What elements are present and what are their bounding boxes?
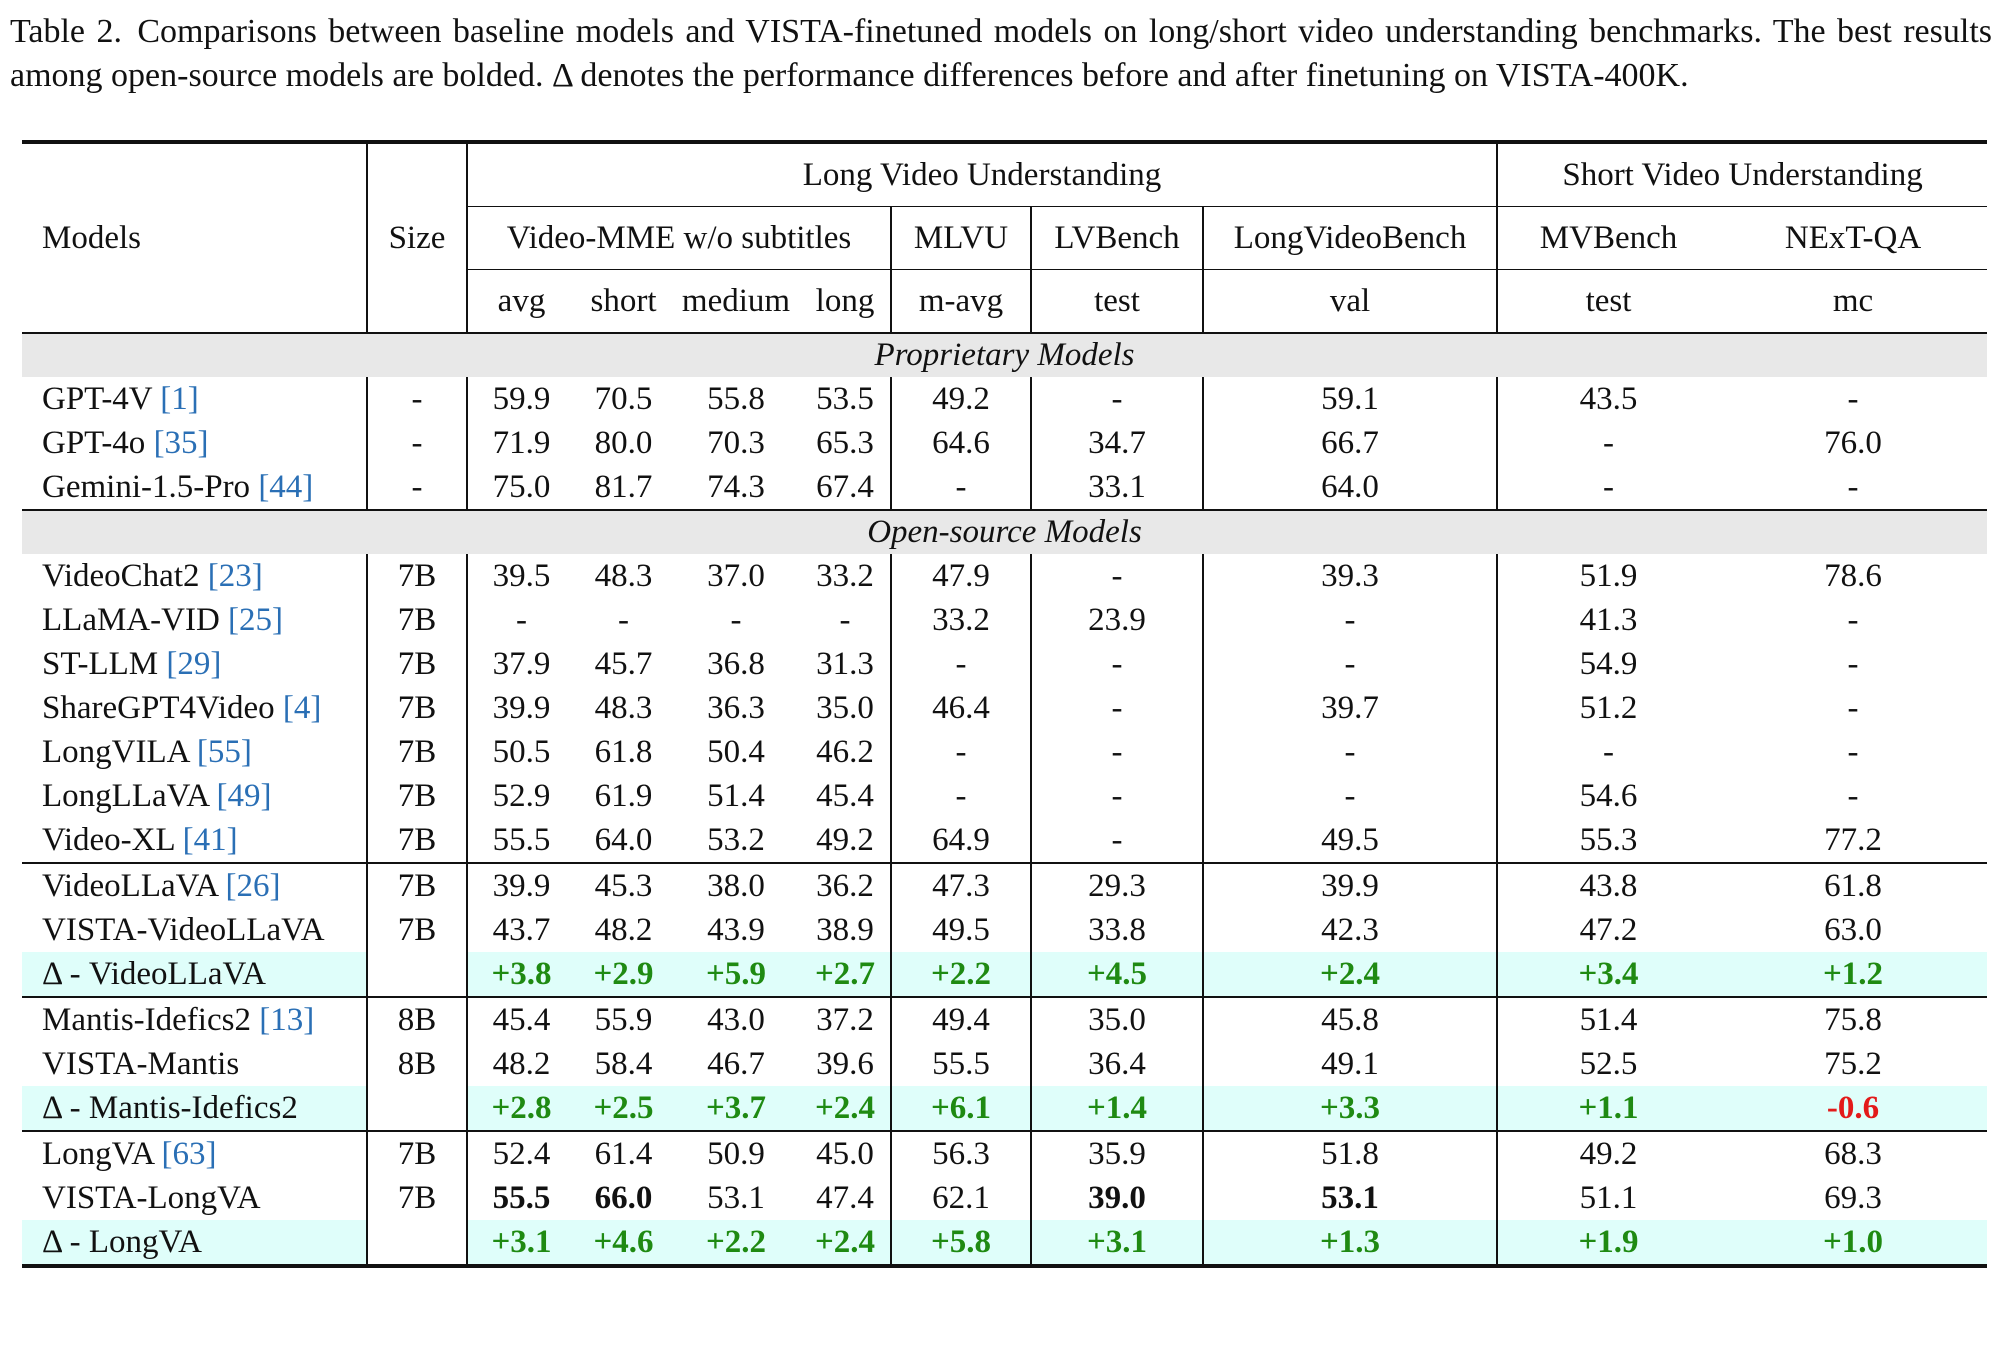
score-cell: - xyxy=(1497,465,1719,510)
table-caption xyxy=(10,10,1992,98)
score-cell: 39.0 xyxy=(1031,1176,1203,1220)
score-cell: 48.3 xyxy=(594,557,653,594)
score-cell: +5.8 xyxy=(891,1220,1031,1266)
score-cell: 39.3 xyxy=(1203,554,1497,598)
score-cell: 49.5 xyxy=(891,908,1031,952)
score-cell: +2.4 xyxy=(800,1220,891,1266)
score-cell: 36.3 xyxy=(707,689,765,726)
citation-link[interactable]: [35] xyxy=(153,424,209,461)
score-cell: 63.0 xyxy=(1824,911,1882,948)
score-cell: +1.3 xyxy=(1203,1220,1497,1266)
score-cell: - xyxy=(891,730,1031,774)
table-row xyxy=(22,952,1987,997)
score-cell: 43.8 xyxy=(1497,863,1719,908)
score-cell: +3.1 xyxy=(1031,1220,1203,1266)
caption-label: Table 2. xyxy=(10,13,122,50)
metric-avg: avg xyxy=(467,270,575,334)
score-cell: 43.7 xyxy=(467,908,575,952)
score-cell: - xyxy=(891,774,1031,818)
model-name-cell xyxy=(22,598,367,642)
model-size: 7B xyxy=(367,598,467,642)
table-row xyxy=(22,598,1987,642)
score-cell: - xyxy=(1203,598,1497,642)
model-name-cell xyxy=(22,1220,367,1266)
score-cell: 51.1 xyxy=(1497,1176,1719,1220)
score-cell: 53.1 xyxy=(1203,1176,1497,1220)
table-row xyxy=(22,465,1987,510)
score-cell: 59.9 xyxy=(467,377,575,421)
table-row xyxy=(22,818,1987,863)
table-row xyxy=(22,1086,1987,1131)
table-row xyxy=(22,1042,1987,1086)
model-name: VideoLLaVA xyxy=(42,867,226,904)
score-cell: +4.6 xyxy=(575,1220,672,1266)
model-name: GPT-4V xyxy=(42,380,161,417)
score-cell: 45.0 xyxy=(800,1131,891,1176)
score-cell: 61.8 xyxy=(1719,863,1987,908)
score-cell: 75.8 xyxy=(1719,997,1987,1042)
score-cell: +2.7 xyxy=(800,952,891,997)
mvbench-header: MVBench xyxy=(1497,207,1719,270)
score-cell: 68.3 xyxy=(1719,1131,1987,1176)
score-cell: - xyxy=(618,601,629,638)
longva-group-body xyxy=(22,1131,1987,1266)
score-cell: 78.6 xyxy=(1824,557,1882,594)
citation-link[interactable]: [44] xyxy=(258,468,314,505)
score-cell: - xyxy=(1031,686,1203,730)
citation-link[interactable]: [13] xyxy=(259,1001,315,1038)
table-row xyxy=(22,997,1987,1042)
videollava-group-body xyxy=(22,863,1987,997)
score-cell: 54.9 xyxy=(1497,642,1719,686)
score-cell: +2.8 xyxy=(467,1086,575,1131)
score-cell: 56.3 xyxy=(891,1131,1031,1176)
model-size: 8B xyxy=(367,1042,467,1086)
metric-lvbench-test: test xyxy=(1031,270,1203,334)
model-name-cell xyxy=(22,863,367,908)
score-cell: 39.7 xyxy=(1203,686,1497,730)
score-cell: +3.7 xyxy=(672,1086,800,1131)
model-name: Video-XL xyxy=(42,821,183,858)
score-cell: 65.3 xyxy=(816,424,874,461)
score-cell: 55.5 xyxy=(891,1042,1031,1086)
citation-link[interactable]: [49] xyxy=(216,777,272,814)
metric-mvbench-test: test xyxy=(1497,270,1719,334)
score-cell: 71.9 xyxy=(467,421,575,465)
nextqa-header: NExT-QA xyxy=(1719,207,1987,270)
score-cell: 39.9 xyxy=(467,863,575,908)
score-cell: 54.6 xyxy=(1497,774,1719,818)
citation-link[interactable]: [41] xyxy=(182,821,238,858)
score-cell: 41.3 xyxy=(1497,598,1719,642)
metric-mc: mc xyxy=(1832,282,1874,319)
score-cell: 45.3 xyxy=(575,863,672,908)
model-size: 7B xyxy=(367,642,467,686)
model-name: ShareGPT4Video xyxy=(42,689,283,726)
score-cell: 81.7 xyxy=(594,468,653,505)
long-video-group-header: Long Video Understanding xyxy=(467,142,1497,207)
score-cell: +3.3 xyxy=(1203,1086,1497,1131)
model-name-cell xyxy=(22,774,367,818)
model-name: Gemini-1.5-Pro xyxy=(42,468,259,505)
model-size: 7B xyxy=(367,730,467,774)
score-cell: 77.2 xyxy=(1824,821,1882,858)
model-name-cell xyxy=(22,730,367,774)
score-cell: - xyxy=(1497,421,1719,465)
section-opensource-label: Open-source Models xyxy=(22,510,1987,554)
model-name: Δ - VideoLLaVA xyxy=(42,955,266,992)
score-cell: 43.9 xyxy=(707,911,765,948)
score-cell: +1.4 xyxy=(1031,1086,1203,1131)
score-cell: - xyxy=(1497,730,1719,774)
score-cell: 66.7 xyxy=(1203,421,1497,465)
model-size xyxy=(367,1220,467,1266)
score-cell: 48.2 xyxy=(467,1042,575,1086)
score-cell: 34.7 xyxy=(1031,421,1203,465)
table-row xyxy=(22,421,1987,465)
model-name-cell xyxy=(22,421,367,465)
score-cell: 52.4 xyxy=(467,1131,575,1176)
score-cell: 55.9 xyxy=(575,997,672,1042)
score-cell: +3.1 xyxy=(467,1220,575,1266)
section-row-opensource xyxy=(22,510,1987,554)
score-cell: 61.9 xyxy=(594,777,653,814)
score-cell: 55.5 xyxy=(467,818,575,863)
model-name-cell xyxy=(22,997,367,1042)
longvideobench-header: LongVideoBench xyxy=(1203,207,1497,270)
model-name: ST-LLM xyxy=(42,645,167,682)
model-name: LongLLaVA xyxy=(42,777,217,814)
metric-medium: medium xyxy=(681,282,791,319)
model-name-cell xyxy=(22,1042,367,1086)
model-name: Δ - LongVA xyxy=(42,1223,202,1260)
table-row xyxy=(22,730,1987,774)
table-row xyxy=(22,686,1987,730)
lvbench-header: LVBench xyxy=(1031,207,1203,270)
score-cell: +3.4 xyxy=(1497,952,1719,997)
score-cell: - xyxy=(1203,642,1497,686)
results-table-wrapper xyxy=(22,140,1987,1268)
model-name: VISTA-LongVA xyxy=(42,1179,261,1216)
score-cell: - xyxy=(1847,601,1859,638)
score-cell: 45.7 xyxy=(594,645,653,682)
model-name: GPT-4o xyxy=(42,424,154,461)
score-cell: +2.2 xyxy=(891,952,1031,997)
score-cell: 38.0 xyxy=(672,863,800,908)
score-cell: 33.2 xyxy=(816,557,874,594)
model-name-cell xyxy=(22,1131,367,1176)
score-cell: +1.2 xyxy=(1719,952,1987,997)
model-name: LongVA xyxy=(42,1135,162,1172)
model-name-cell xyxy=(22,686,367,730)
model-name-cell xyxy=(22,554,367,598)
score-cell: 33.2 xyxy=(891,598,1031,642)
score-cell: 48.3 xyxy=(594,689,653,726)
score-cell: 66.0 xyxy=(594,1179,653,1216)
metric-long: long xyxy=(815,282,875,319)
score-cell: 46.2 xyxy=(816,733,874,770)
table-row xyxy=(22,774,1987,818)
size-header: Size xyxy=(367,142,467,333)
table-row xyxy=(22,1220,1987,1266)
model-size: 7B xyxy=(367,863,467,908)
score-cell: +2.9 xyxy=(575,952,672,997)
score-cell: 36.4 xyxy=(1031,1042,1203,1086)
score-cell: - xyxy=(1847,777,1859,814)
score-cell: 53.2 xyxy=(707,821,765,858)
score-cell: +6.1 xyxy=(891,1086,1031,1131)
score-cell: 55.8 xyxy=(707,380,765,417)
citation-link[interactable]: [4] xyxy=(282,689,322,726)
score-cell: 45.8 xyxy=(1203,997,1497,1042)
score-cell: +2.2 xyxy=(672,1220,800,1266)
score-cell: 67.4 xyxy=(816,468,874,505)
score-cell: +3.8 xyxy=(467,952,575,997)
score-cell: - xyxy=(1847,645,1859,682)
score-cell: 64.0 xyxy=(594,821,653,858)
model-name-cell xyxy=(22,642,367,686)
table-row xyxy=(22,1131,1987,1176)
score-cell: 43.5 xyxy=(1497,377,1719,421)
score-cell: +4.5 xyxy=(1031,952,1203,997)
score-cell: 61.8 xyxy=(594,733,653,770)
score-cell: 70.3 xyxy=(707,424,765,461)
short-video-group-header: Short Video Understanding xyxy=(1497,142,1987,207)
model-name: VideoChat2 xyxy=(42,557,208,594)
score-cell: 42.3 xyxy=(1203,908,1497,952)
mantis-group-body xyxy=(22,997,1987,1131)
score-cell: 37.0 xyxy=(707,557,765,594)
score-cell: 49.2 xyxy=(816,821,874,858)
score-cell: +1.9 xyxy=(1497,1220,1719,1266)
score-cell: 69.3 xyxy=(1824,1179,1882,1216)
score-cell: 51.9 xyxy=(1497,554,1719,598)
score-cell: 36.2 xyxy=(800,863,891,908)
score-cell: +2.4 xyxy=(1203,952,1497,997)
model-size xyxy=(367,952,467,997)
score-cell: 47.4 xyxy=(816,1179,874,1216)
proprietary-body xyxy=(22,377,1987,510)
model-size: - xyxy=(367,465,467,510)
score-cell: 55.5 xyxy=(467,1176,575,1220)
citation-link[interactable]: [1] xyxy=(160,380,199,417)
score-cell: - xyxy=(1847,733,1859,770)
citation-link[interactable]: [26] xyxy=(225,867,281,904)
citation-link[interactable]: [63] xyxy=(161,1135,217,1172)
score-cell: 23.9 xyxy=(1031,598,1203,642)
score-cell: 58.4 xyxy=(594,1045,653,1082)
score-cell: 51.4 xyxy=(1497,997,1719,1042)
model-name-cell xyxy=(22,465,367,510)
score-cell: 46.7 xyxy=(707,1045,765,1082)
score-cell: - xyxy=(1203,730,1497,774)
score-cell: 49.2 xyxy=(1497,1131,1719,1176)
score-cell: - xyxy=(730,601,742,638)
score-cell: 53.1 xyxy=(707,1179,765,1216)
score-cell: 45.4 xyxy=(467,997,575,1042)
score-cell: - xyxy=(1847,468,1859,505)
metric-mavg: m-avg xyxy=(891,270,1031,334)
model-name: LLaMA-VID xyxy=(42,601,229,638)
model-name-cell xyxy=(22,952,367,997)
model-name-cell xyxy=(22,1086,367,1131)
score-cell: 39.9 xyxy=(1203,863,1497,908)
table-row xyxy=(22,642,1987,686)
table-row xyxy=(22,554,1987,598)
score-cell: 49.5 xyxy=(1203,818,1497,863)
model-size: 7B xyxy=(367,1176,467,1220)
score-cell: 46.4 xyxy=(891,686,1031,730)
score-cell: 51.2 xyxy=(1497,686,1719,730)
score-cell: +2.4 xyxy=(800,1086,891,1131)
score-cell: - xyxy=(1847,689,1859,726)
score-cell: 55.3 xyxy=(1497,818,1719,863)
score-cell: 37.2 xyxy=(800,997,891,1042)
opensource-body xyxy=(22,554,1987,863)
score-cell: 38.9 xyxy=(816,911,874,948)
metric-short: short xyxy=(590,282,657,319)
model-size: 7B xyxy=(367,1131,467,1176)
score-cell: 49.4 xyxy=(891,997,1031,1042)
model-size xyxy=(367,1086,467,1131)
model-name: LongVILA xyxy=(42,733,197,770)
header-row-1 xyxy=(22,142,1987,207)
citation-link[interactable]: [23] xyxy=(207,557,263,594)
score-cell: - xyxy=(1847,380,1859,417)
model-size: 7B xyxy=(367,774,467,818)
score-cell: +2.5 xyxy=(575,1086,672,1131)
score-cell: 50.4 xyxy=(707,733,765,770)
score-cell: 49.2 xyxy=(891,377,1031,421)
score-cell: - xyxy=(891,465,1031,510)
score-cell: - xyxy=(1031,818,1203,863)
score-cell: - xyxy=(839,601,851,638)
score-cell: - xyxy=(1031,730,1203,774)
caption-text: Comparisons between baseline models and VISTA-finetuned models on long/short video understanding benchmarks. The best results among open-source models are bolded. Δ denotes the performance differences before and after finetuning on VISTA-400K. xyxy=(10,13,1992,94)
score-cell: 75.2 xyxy=(1824,1045,1882,1082)
score-cell: - xyxy=(1203,774,1497,818)
score-cell: 47.9 xyxy=(891,554,1031,598)
score-cell: 76.0 xyxy=(1824,424,1882,461)
score-cell: - xyxy=(1031,377,1203,421)
model-size: - xyxy=(367,421,467,465)
section-proprietary-label: Proprietary Models xyxy=(22,333,1987,377)
score-cell: - xyxy=(1031,774,1203,818)
videomme-header: Video-MME w/o subtitles xyxy=(467,207,891,270)
citation-link[interactable]: [29] xyxy=(166,645,222,682)
score-cell: 31.3 xyxy=(816,645,874,682)
score-cell: 51.8 xyxy=(1203,1131,1497,1176)
model-name-cell xyxy=(22,1176,367,1220)
score-cell: 51.4 xyxy=(707,777,765,814)
score-cell: 70.5 xyxy=(594,380,653,417)
citation-link[interactable]: [25] xyxy=(228,601,284,638)
model-size: 7B xyxy=(367,818,467,863)
score-cell: 53.5 xyxy=(816,380,874,417)
score-cell: 37.9 xyxy=(467,642,575,686)
models-header: Models xyxy=(22,142,367,333)
table-row xyxy=(22,908,1987,952)
model-name-cell xyxy=(22,908,367,952)
score-cell: 39.6 xyxy=(816,1045,874,1082)
score-cell: 33.1 xyxy=(1031,465,1203,510)
score-cell: 45.4 xyxy=(816,777,874,814)
table-row xyxy=(22,377,1987,421)
score-cell: 33.8 xyxy=(1031,908,1203,952)
score-cell: 35.0 xyxy=(1031,997,1203,1042)
metric-val: val xyxy=(1203,270,1497,334)
score-cell: 52.5 xyxy=(1497,1042,1719,1086)
score-cell: 75.0 xyxy=(467,465,575,510)
section-row-proprietary xyxy=(22,333,1987,377)
results-table xyxy=(22,140,1987,1268)
model-size: 7B xyxy=(367,554,467,598)
score-cell: 59.1 xyxy=(1203,377,1497,421)
score-cell: 47.2 xyxy=(1497,908,1719,952)
model-size: - xyxy=(367,377,467,421)
mlvu-header: MLVU xyxy=(891,207,1031,270)
model-name-cell xyxy=(22,818,367,863)
model-size: 7B xyxy=(367,908,467,952)
score-cell: +5.9 xyxy=(672,952,800,997)
score-cell: 64.9 xyxy=(891,818,1031,863)
score-cell: - xyxy=(891,642,1031,686)
score-cell: - xyxy=(1031,642,1203,686)
score-cell: 64.0 xyxy=(1203,465,1497,510)
score-cell: 35.0 xyxy=(816,689,874,726)
model-size: 7B xyxy=(367,686,467,730)
score-cell: 36.8 xyxy=(707,645,765,682)
model-size: 8B xyxy=(367,997,467,1042)
score-cell: - xyxy=(1031,554,1203,598)
score-cell: 47.3 xyxy=(891,863,1031,908)
score-cell: - xyxy=(467,598,575,642)
score-cell: 64.6 xyxy=(891,421,1031,465)
model-name-cell xyxy=(22,377,367,421)
score-cell: 80.0 xyxy=(594,424,653,461)
score-cell: 39.9 xyxy=(467,686,575,730)
model-name: Mantis-Idefics2 xyxy=(42,1001,260,1038)
table-row xyxy=(22,1176,1987,1220)
score-cell: 43.0 xyxy=(672,997,800,1042)
score-cell: 35.9 xyxy=(1031,1131,1203,1176)
score-cell: 61.4 xyxy=(575,1131,672,1176)
model-name: VISTA-VideoLLaVA xyxy=(42,911,325,948)
score-cell: +1.1 xyxy=(1497,1086,1719,1131)
citation-link[interactable]: [55] xyxy=(196,733,252,770)
score-cell: 48.2 xyxy=(594,911,653,948)
score-cell: 50.9 xyxy=(672,1131,800,1176)
score-cell: 29.3 xyxy=(1031,863,1203,908)
score-cell: -0.6 xyxy=(1719,1086,1987,1131)
table-row xyxy=(22,863,1987,908)
score-cell: 62.1 xyxy=(891,1176,1031,1220)
model-name: VISTA-Mantis xyxy=(42,1045,240,1082)
score-cell: 50.5 xyxy=(467,730,575,774)
score-cell: 74.3 xyxy=(707,468,765,505)
score-cell: +1.0 xyxy=(1719,1220,1987,1266)
model-name: Δ - Mantis-Idefics2 xyxy=(42,1089,298,1126)
score-cell: 49.1 xyxy=(1203,1042,1497,1086)
score-cell: 52.9 xyxy=(467,774,575,818)
score-cell: 39.5 xyxy=(467,554,575,598)
